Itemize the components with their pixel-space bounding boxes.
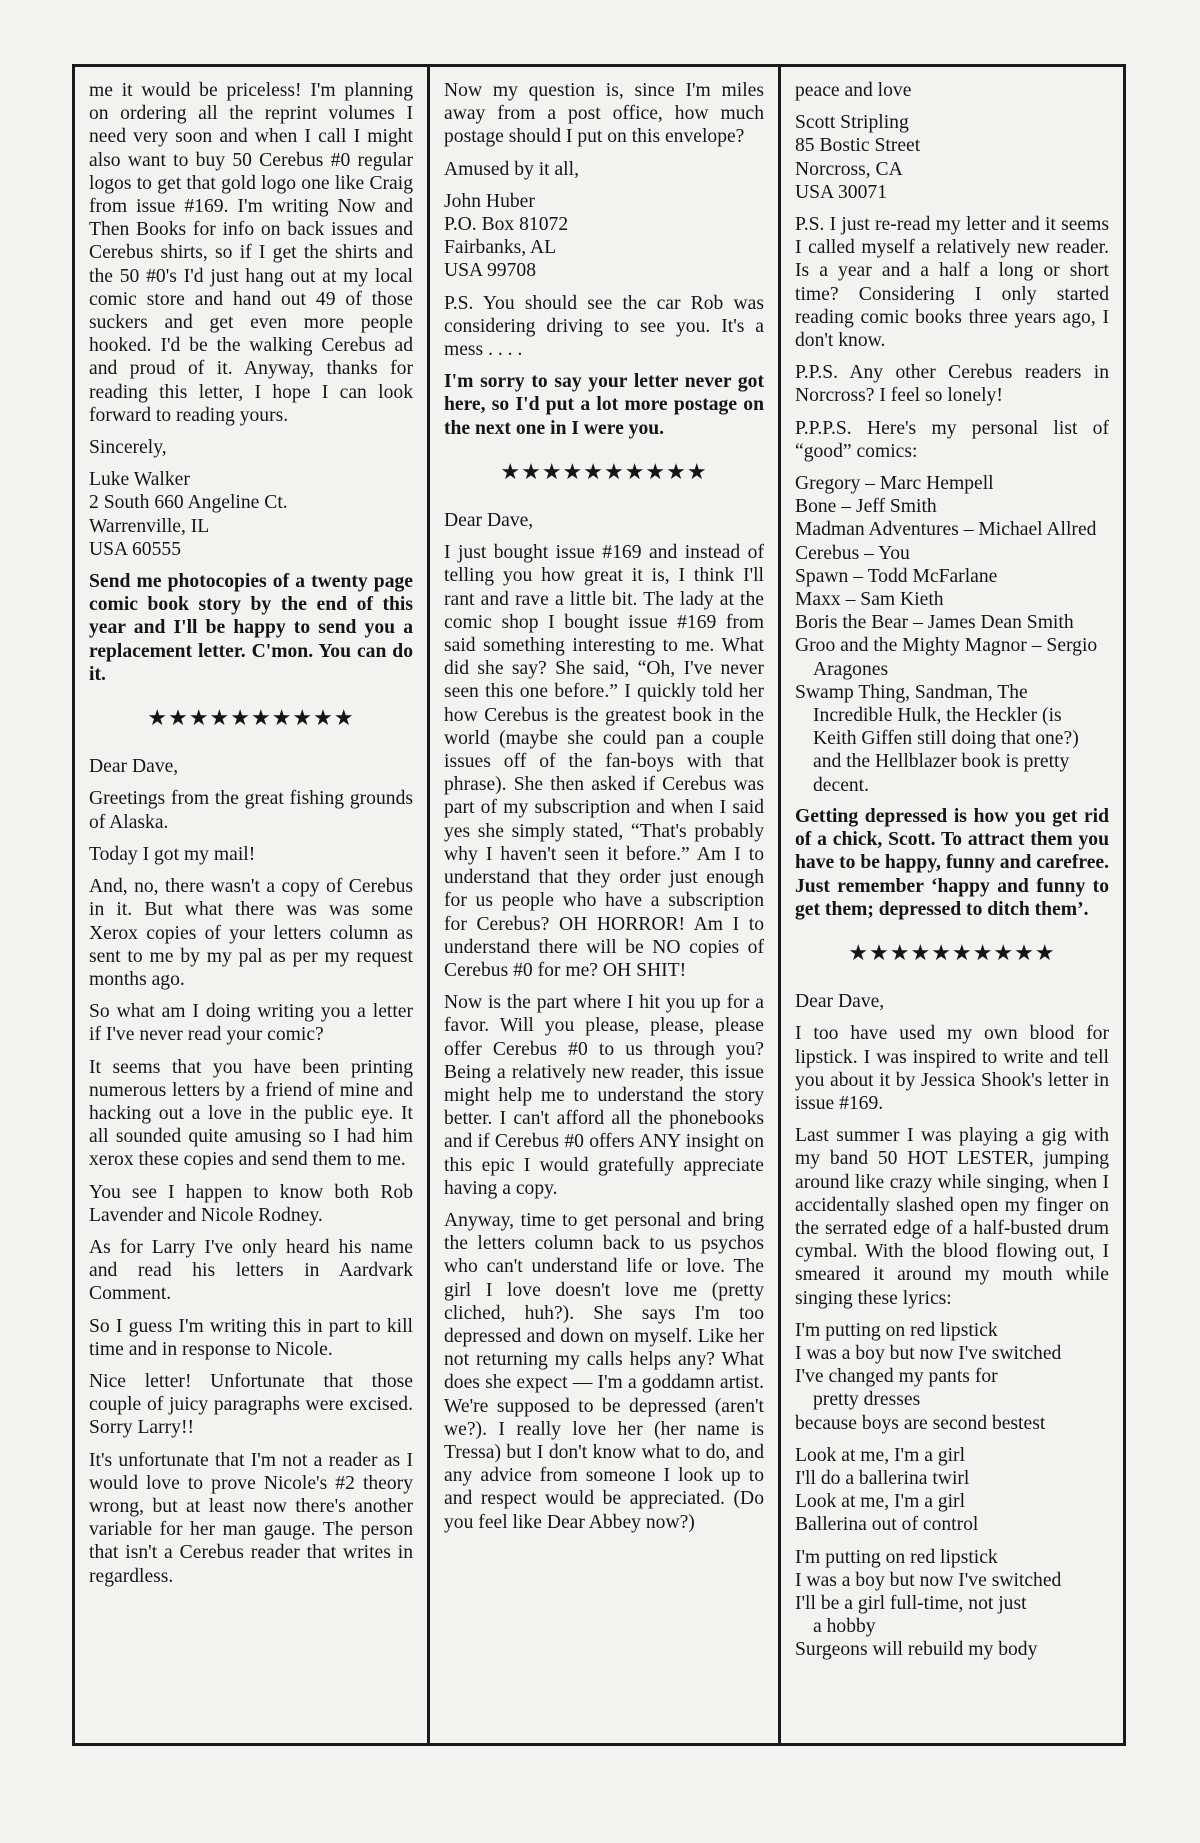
writer-address <box>444 190 764 283</box>
letter-paragraph: So what am I doing writing you a letter if I've never read your comic? <box>89 1001 413 1046</box>
lyric-line: Look at me, I'm a girl <box>795 1491 966 1513</box>
salutation: Dear Dave, <box>444 510 534 532</box>
list-item: Gregory – Marc Hempell <box>795 473 994 495</box>
letters-column-frame <box>72 64 1126 1746</box>
address-line: USA 60555 <box>89 538 181 560</box>
address-line: John Huber <box>444 190 535 212</box>
writer-address <box>89 468 413 561</box>
address-line: Norcross, CA <box>795 158 903 180</box>
list-item: Groo and the Mighty Magnor – Sergio Aragones <box>795 635 1098 680</box>
lyric-line: I'm putting on red lipstick <box>795 1546 998 1568</box>
postscript: P.S. You should see the car Rob was considering driving to see you. It's a mess . . . . <box>444 292 764 361</box>
sign-off: peace and love <box>795 80 912 101</box>
editor-reply: I'm sorry to say your letter never got here, so I'd put a lot more postage on the next one in I were you. <box>444 371 764 439</box>
letter-paragraph: You see I happen to know both Rob Lavender and Nicole Rodney. <box>89 1181 413 1226</box>
address-line: Fairbanks, AL <box>444 237 557 259</box>
salutation: Dear Dave, <box>89 756 179 778</box>
lyric-line: I'm putting on red lipstick <box>795 1319 998 1341</box>
star-divider: ★★★★★★★★★★ <box>848 939 1056 965</box>
letter-paragraph: Today I got my mail! <box>89 843 256 865</box>
letter-text: Now my question is, since I'm miles away from a post office, how much postage should I put on this envelope? <box>444 80 764 148</box>
letter-paragraph: I too have used my own blood for lipstick. I was inspired to write and tell you about it by Jessica Shook's letter in issue #169. <box>795 1023 1109 1114</box>
letter-paragraph: And, no, there wasn't a copy of Cerebus in it. But what there was was some Xerox copies of your letters column as sent to me by my pal as per my request months ago. <box>89 876 413 990</box>
lyric-line: Surgeons will rebuild my body <box>795 1639 1038 1661</box>
address-line: 2 South 660 Angeline Ct. <box>89 492 288 514</box>
letter-paragraph: Last summer I was playing a gig with my band 50 HOT LESTER, jumping around like crazy while singing, when I accidentally slashed open my finger on the serrated edge of a half-busted drum cymbal. With the blood flowing out, I smeared it around my mouth while singing these lyrics: <box>795 1125 1109 1309</box>
address-line: USA 30071 <box>795 181 887 203</box>
address-line: USA 99708 <box>444 260 536 282</box>
lyric-line: pretty dresses <box>813 1389 921 1411</box>
lyric-line: because boys are second bestest <box>795 1412 1046 1434</box>
address-line: 85 Bostic Street <box>795 135 921 157</box>
lyrics-verse <box>795 1546 1109 1662</box>
list-item: Madman Adventures – Michael Allred <box>795 519 1097 541</box>
list-item: Maxx – Sam Kieth <box>795 589 944 611</box>
letter-text: me it would be priceless! I'm planning on ordering all the reprint volumes I need very soon and when I call I might also want to buy 50 Cerebus #0 regular logos to get that gold logo one like Craig from issue #169. I'm writing Now and Then Books for info on back issues and Cerebus shirts, so if I get the shirts and the 50 #0's I'd just hang out at my local comic store and hand out 49 of those suckers and get even more people hooked. I'd be the walking Cerebus ad and proud of it. Anyway, thanks for reading this letter, I hope I can look forward to reading yours. <box>89 80 413 426</box>
letter-paragraph: I just bought issue #169 and instead of telling you how great it is, I think I'll rant and rave a little bit. The lady at the comic shop I bought issue #169 from said something interesting to me. What did she say? She said, “Oh, I've never seen this one before.” I quickly told her how Cerebus is the greatest book in the world (maybe she could pan a couple issues off of the fan-boys with that phrase). She then asked if Cerebus was part of my subscription and when I said yes she simply stated, “That's probably why I haven't seen it before.” Am I to understand that they order just enough for us people who have a subscription for Cerebus? OH HORROR! Am I to understand there will be NO copies of Cerebus #0 for me? OH SHIT! <box>444 542 764 981</box>
list-item: Bone – Jeff Smith <box>795 496 937 518</box>
star-divider: ★★★★★★★★★★ <box>147 705 355 731</box>
editor-reply: Send me photocopies of a twenty page comic book story by the end of this year and I'll be happy to send you a replacement letter. C'mon. You can do it. <box>89 571 413 685</box>
letter-paragraph: It's unfortunate that I'm not a reader as I would love to prove Nicole's #2 theory wrong, but at least now there's another variable for her man gauge. The person that isn't a Cerebus reader that writes in regardless. <box>89 1449 413 1587</box>
comics-list <box>795 472 1109 797</box>
editor-reply: Getting depressed is how you get rid of a chick, Scott. To attract them you have to be happy, funny and carefree. Just remember ‘happy and funny to get them; depressed to ditch them’. <box>795 805 1109 920</box>
lyric-line: I'll be a girl full-time, not just <box>795 1592 1027 1614</box>
letter-paragraph: Now is the part where I hit you up for a favor. Will you please, please, please offer Cerebus #0 to us through you? Being a relatively new reader, this issue might help me to understand the story better. I can't afford all the phonebooks and if Cerebus #0 offers ANY insight on this epic I would gratefully appreciate having a copy. <box>444 992 764 1199</box>
column-1 <box>75 67 427 1743</box>
letter-paragraph: So I guess I'm writing this in part to kill time and in response to Nicole. <box>89 1315 413 1360</box>
sign-off: Amused by it all, <box>444 158 579 180</box>
address-line: Luke Walker <box>89 469 190 491</box>
lyric-line: Ballerina out of control <box>795 1514 979 1536</box>
letter-paragraph: Anyway, time to get personal and bring the letters column back to us psychos who can't understand life or love. The girl I love doesn't love me (pretty cliched, huh?). She says I'm too depressed and down on myself. Like her not returning my calls helps any? What does she expect — I'm a goddamn artist. We're supposed to be depressed (aren't we?). I really love her (her name is Tressa) but I don't know what to do, and any advice from someone I look up to and respect would be appreciated. (Do you feel like Dear Abbey now?) <box>444 1209 764 1533</box>
sign-off: Sincerely, <box>89 437 167 459</box>
letter-paragraph: It seems that you have been printing numerous letters by a friend of mine and hacking out a love in the public eye. It all sounded quite amusing so I had him xerox these copies and send them to me. <box>89 1056 413 1171</box>
lyric-line: I'll do a ballerina twirl <box>795 1467 970 1489</box>
lyric-line: I was a boy but now I've switched <box>795 1342 1062 1364</box>
letter-paragraph: As for Larry I've only heard his name and read his letters in Aardvark Comment. <box>89 1236 413 1305</box>
list-item: Boris the Bear – James Dean Smith <box>795 612 1074 634</box>
star-divider: ★★★★★★★★★★ <box>500 458 708 484</box>
writer-address <box>795 111 1109 204</box>
address-line: P.O. Box 81072 <box>444 214 569 236</box>
lyric-line: Look at me, I'm a girl <box>795 1444 966 1466</box>
column-2 <box>427 67 778 1743</box>
letter-paragraph: Nice letter! Unfortunate that those couple of juicy paragraphs were excised. Sorry Larry!! <box>89 1370 413 1439</box>
lyric-line: I was a boy but now I've switched <box>795 1569 1062 1591</box>
lyric-line: a hobby <box>813 1616 876 1638</box>
list-item: Spawn – Todd McFarlane <box>795 565 998 587</box>
lyrics-verse <box>795 1319 1109 1435</box>
letter-paragraph: Greetings from the great fishing grounds of Alaska. <box>89 788 413 833</box>
lyrics-verse <box>795 1444 1109 1537</box>
column-3 <box>778 67 1123 1743</box>
postscript: P.S. I just re-read my letter and it seems I called myself a relatively new reader. Is a year and a half a long or short time? Considering I only started reading comic books three years ago, I don't know. <box>795 214 1109 352</box>
address-line: Scott Stripling <box>795 112 909 134</box>
lyric-line: I've changed my pants for <box>795 1366 998 1388</box>
list-item: Cerebus – You <box>795 542 910 564</box>
postscript-2: P.P.S. Any other Cerebus readers in Norcross? I feel so lonely! <box>795 362 1109 407</box>
list-item: Swamp Thing, Sandman, The Incredible Hulk, the Heckler (is Keith Giffen still doing that one?) and the Hellblazer book is pretty decent. <box>795 681 1079 796</box>
salutation: Dear Dave, <box>795 991 885 1013</box>
postscript-3: P.P.P.S. Here's my personal list of “good” comics: <box>795 417 1109 462</box>
address-line: Warrenville, IL <box>89 515 210 537</box>
